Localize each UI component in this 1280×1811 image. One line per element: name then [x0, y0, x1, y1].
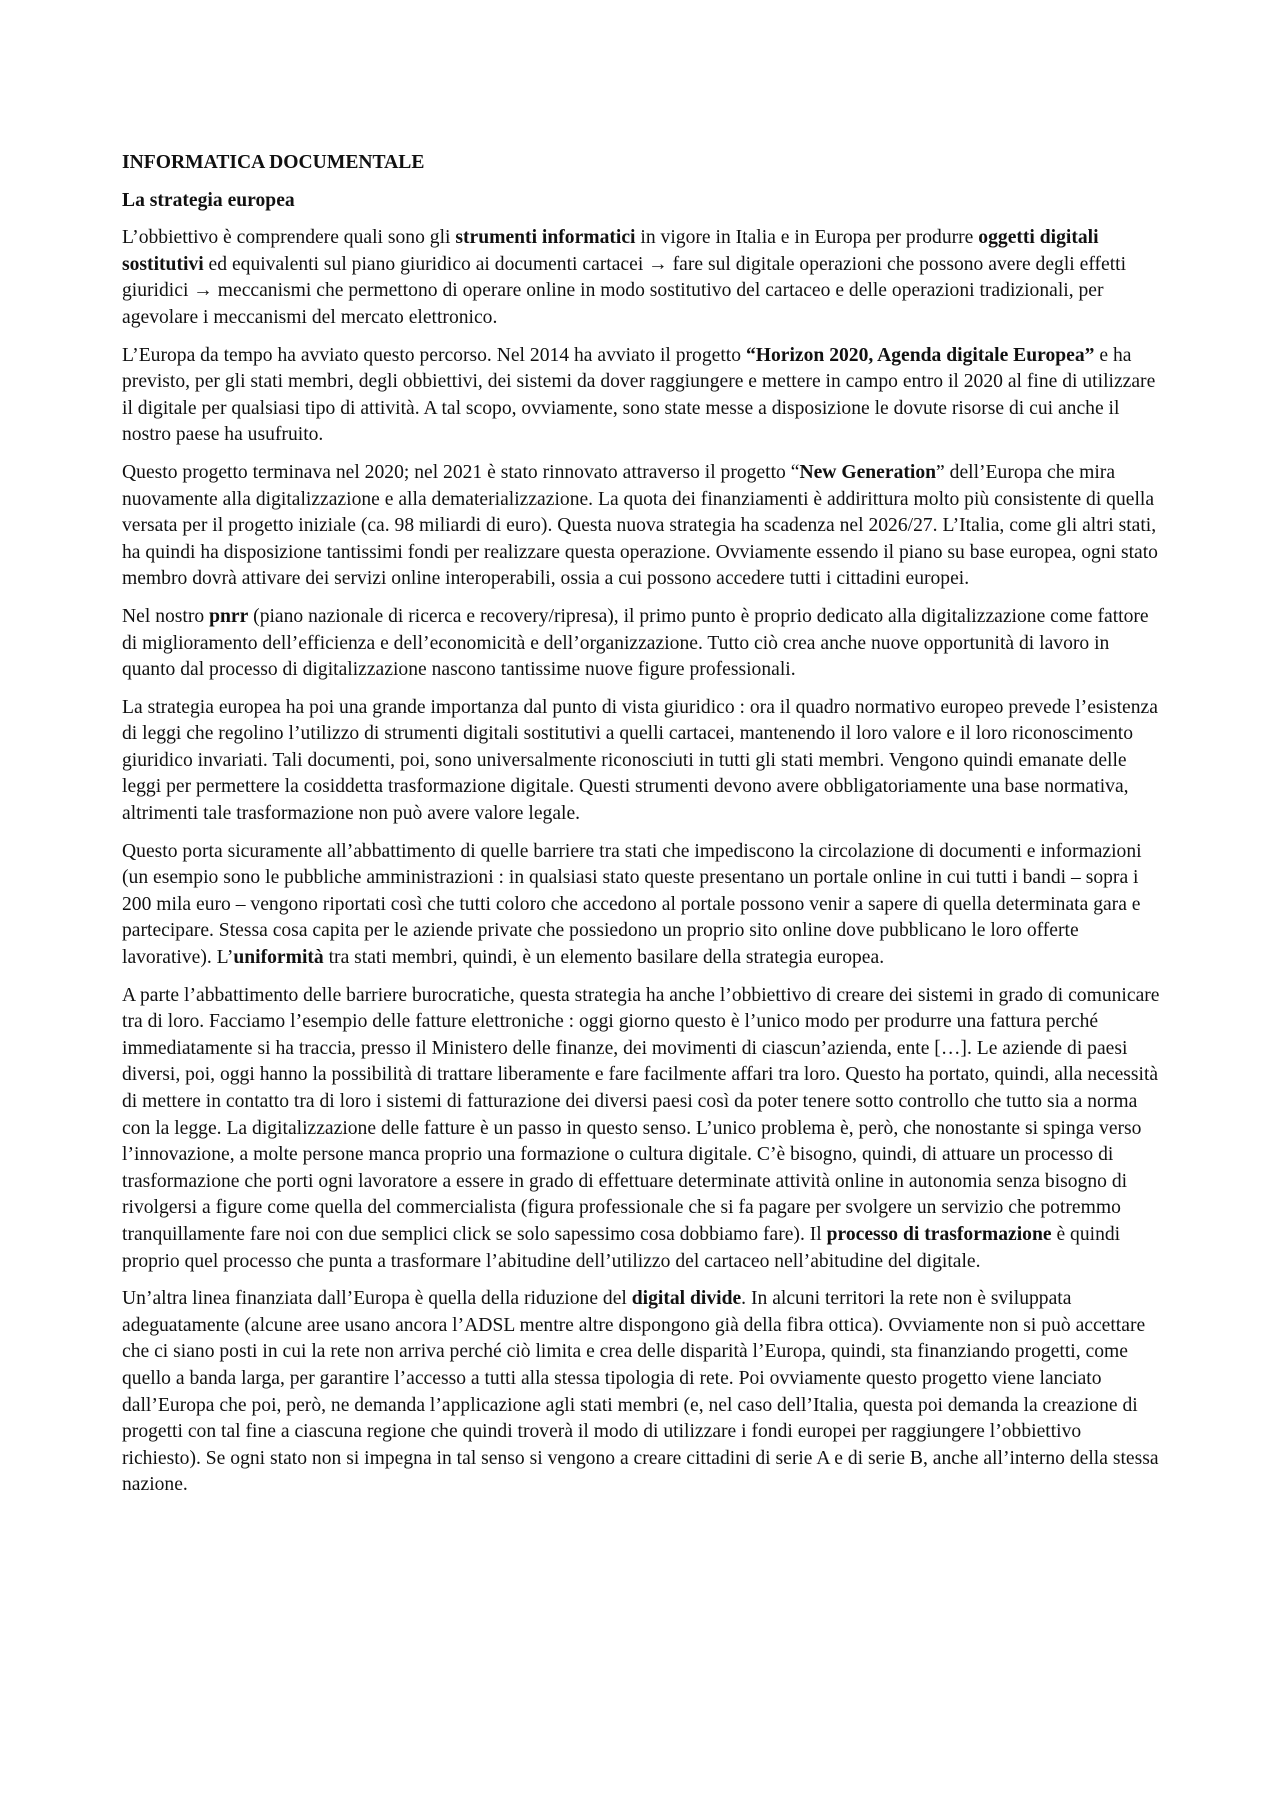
paragraph-text: L’Europa da tempo ha avviato questo percorso. Nel 2014 ha avviato il progetto: [122, 344, 746, 366]
paragraph-text: L’obbiettivo è comprendere quali sono gli: [122, 227, 456, 249]
bold-term: pnrr: [209, 605, 249, 627]
paragraph: [122, 983, 1162, 1276]
paragraph-text: è quindi proprio quel processo che punta a trasformare l’abitudine dell’utilizzo del cartaceo nell’abitudine del digitale.: [122, 1223, 1121, 1272]
bold-term: New Generation: [799, 461, 937, 483]
paragraph: [122, 460, 1162, 593]
paragraph-text: A parte l’abbattimento delle barriere burocratiche, questa strategia ha anche l’obbiettivo di creare dei sistemi in grado di comunicare tra di loro. Facciamo l’esempio delle fatture elettroniche : oggi giorno questo è l’unico modo per produrre una fattura perché immediatamente si ha traccia, presso il Ministero delle finanze, dei movimenti di ciascun’azienda, ente […]. Le aziende di paesi diversi, poi, oggi hanno la possibilità di trattare liberamente e fare facilmente affari tra loro. Questo ha portato, quindi, alla necessità di mettere in contatto tra di loro i sistemi di fatturazione dei diversi paesi così da poter tenere sotto controllo che tutto sia a norma con la legge. La digitalizzazione delle fatture è un passo in questo senso. L’unico problema è, però, che nonostante si spinga verso l’innovazione, a molte persone manca proprio una formazione o cultura digitale. C’è bisogno, quindi, di attuare un processo di trasformazione che porti ogni lavoratore a essere in grado di effettuare determinate attività online in autonomia senza bisogno di rivolgersi a figure come quella del commercialista (figura professionale che si fa pagare per svolgere un servizio che potremmo tranquillamente fare noi con due semplici click se solo sapessimo cosa dobbiamo fare). Il: [122, 984, 1160, 1245]
paragraph-text: (piano nazionale di ricerca e recovery/ripresa), il primo punto è proprio dedicato alla digitalizzazione come fattore di miglioramento dell’efficienza e dell’economicità e dell’organizzazione. Tutto ciò crea anche nuove opportunità di lavoro in quanto dal processo di digitalizzazione nascono tantissime nuove figure professionali.: [122, 605, 1149, 681]
paragraph-text: tra stati membri, quindi, è un elemento basilare della strategia europea.: [323, 947, 885, 969]
bold-term: “Horizon 2020, Agenda digitale Europea”: [745, 344, 1095, 366]
document-title: INFORMATICA DOCUMENTALE: [122, 152, 425, 173]
bold-term: processo di trasformazione: [826, 1223, 1052, 1245]
paragraph-text: ed equivalenti sul piano giuridico ai documenti cartacei → fare sul digitale operazioni che possono avere degli effetti giuridici → meccanismi che permettono di operare online in modo sostitutivo del cartaceo e delle operazioni tradizionali, per agevolare i meccanismi del mercato elettronico.: [122, 253, 1127, 328]
paragraph-text: in vigore in Italia e in Europa per produrre: [635, 227, 979, 249]
paragraph: [122, 695, 1162, 828]
paragraph-text: ” dell’Europa che mira nuovamente alla digitalizzazione e alla dematerializzazione. La quota dei finanziamenti è addirittura molto più consistente di quella versata per il progetto iniziale (ca. 98 miliardi di euro). Questa nuova strategia ha scadenza nel 2026/27. L’Italia, come gli altri stati, ha quindi ha disposizione tantissimi fondi per realizzare questa operazione. Ovviamente essendo il piano su base europea, ogni stato membro dovrà attivare dei servizi online interoperabili, ossia a cui possono accedere tutti i cittadini europei.: [122, 461, 1158, 590]
paragraph-text: Questo porta sicuramente all’abbattimento di quelle barriere tra stati che impediscono la circolazione di documenti e informazioni (un esempio sono le pubbliche amministrazioni : in qualsiasi stato queste presentano un portale online in cui tutti i bandi – sopra i 200 mila euro – vengono riportati così che tutti coloro che accedono al portale possono venir a sapere di quella determinata gara e partecipare. Stessa cosa capita per le aziende private che possiedono un proprio sito online dove pubblicano le loro offerte lavorative). L’: [122, 840, 1142, 969]
paragraph-text: e ha previsto, per gli stati membri, degli obbiettivi, dei sistemi da dover raggiungere e mettere in campo entro il 2020 al fine di utilizzare il digitale per qualsiasi tipo di attività. A tal scopo, ovviamente, sono state messe a disposizione le dovute risorse di cui anche il nostro paese ha usufruito.: [122, 344, 1156, 446]
document-body: [122, 150, 1162, 1510]
paragraph-text: Questo progetto terminava nel 2020; nel 2021 è stato rinnovato attraverso il progetto “: [122, 461, 800, 483]
paragraph-text: Nel nostro: [122, 605, 210, 627]
paragraph: [122, 604, 1162, 684]
bold-term: digital divide: [631, 1288, 742, 1310]
paragraph: [122, 839, 1162, 972]
paragraph-text: Un’altra linea finanziata dall’Europa è quella della riduzione del: [122, 1288, 632, 1310]
paragraph: [122, 1286, 1162, 1499]
bold-term: oggetti digitali sostitutivi: [122, 227, 1099, 275]
paragraph-list: [122, 225, 1162, 1499]
paragraph-text: . In alcuni territori la rete non è sviluppata adeguatamente (alcune aree usano ancora l’ADSL mentre altre dispongono già della fibra ottica). Ovviamente non si può accettare che ci siano posti in cui la rete non arriva perché ciò limita e crea delle disparità l’Europa, quindi, sta finanziando progetti, come quello a banda larga, per garantire l’accesso a tutti alla stessa tipologia di rete. Poi ovviamente questo progetto viene lanciato dall’Europa che poi, però, ne demanda l’applicazione agli stati membri (e, nel caso dell’Italia, questa poi demanda la creazione di progetti con tal fine a ciascuna regione che quindi troverà il modo di utilizzare i fondi europei per raggiungere l’obbiettivo richiesto). Se ogni stato non si impegna in tal senso si vengono a creare cittadini di serie A e di serie B, anche all’interno della stessa nazione.: [122, 1288, 1159, 1496]
paragraph-text: La strategia europea ha poi una grande importanza dal punto di vista giuridico : ora il quadro normativo europeo prevede l’esistenza di leggi che regolino l’utilizzo di strumenti digitali sostitutivi a quelli cartacei, mantenendo il loro valore e il loro riconoscimento giuridico invariati. Tali documenti, poi, sono universalmente riconosciuti in tutti gli stati membri. Vengono quindi emanate delle leggi per permettere la cosiddetta trasformazione digitale. Questi strumenti devono avere obbligatoriamente una base normativa, altrimenti tale trasformazione non può avere valore legale.: [122, 696, 1158, 825]
paragraph: [122, 225, 1162, 331]
bold-term: strumenti informatici: [455, 227, 636, 249]
bold-term: uniformità: [233, 947, 324, 969]
paragraph: [122, 343, 1162, 449]
section-title: La strategia europea: [122, 189, 295, 211]
